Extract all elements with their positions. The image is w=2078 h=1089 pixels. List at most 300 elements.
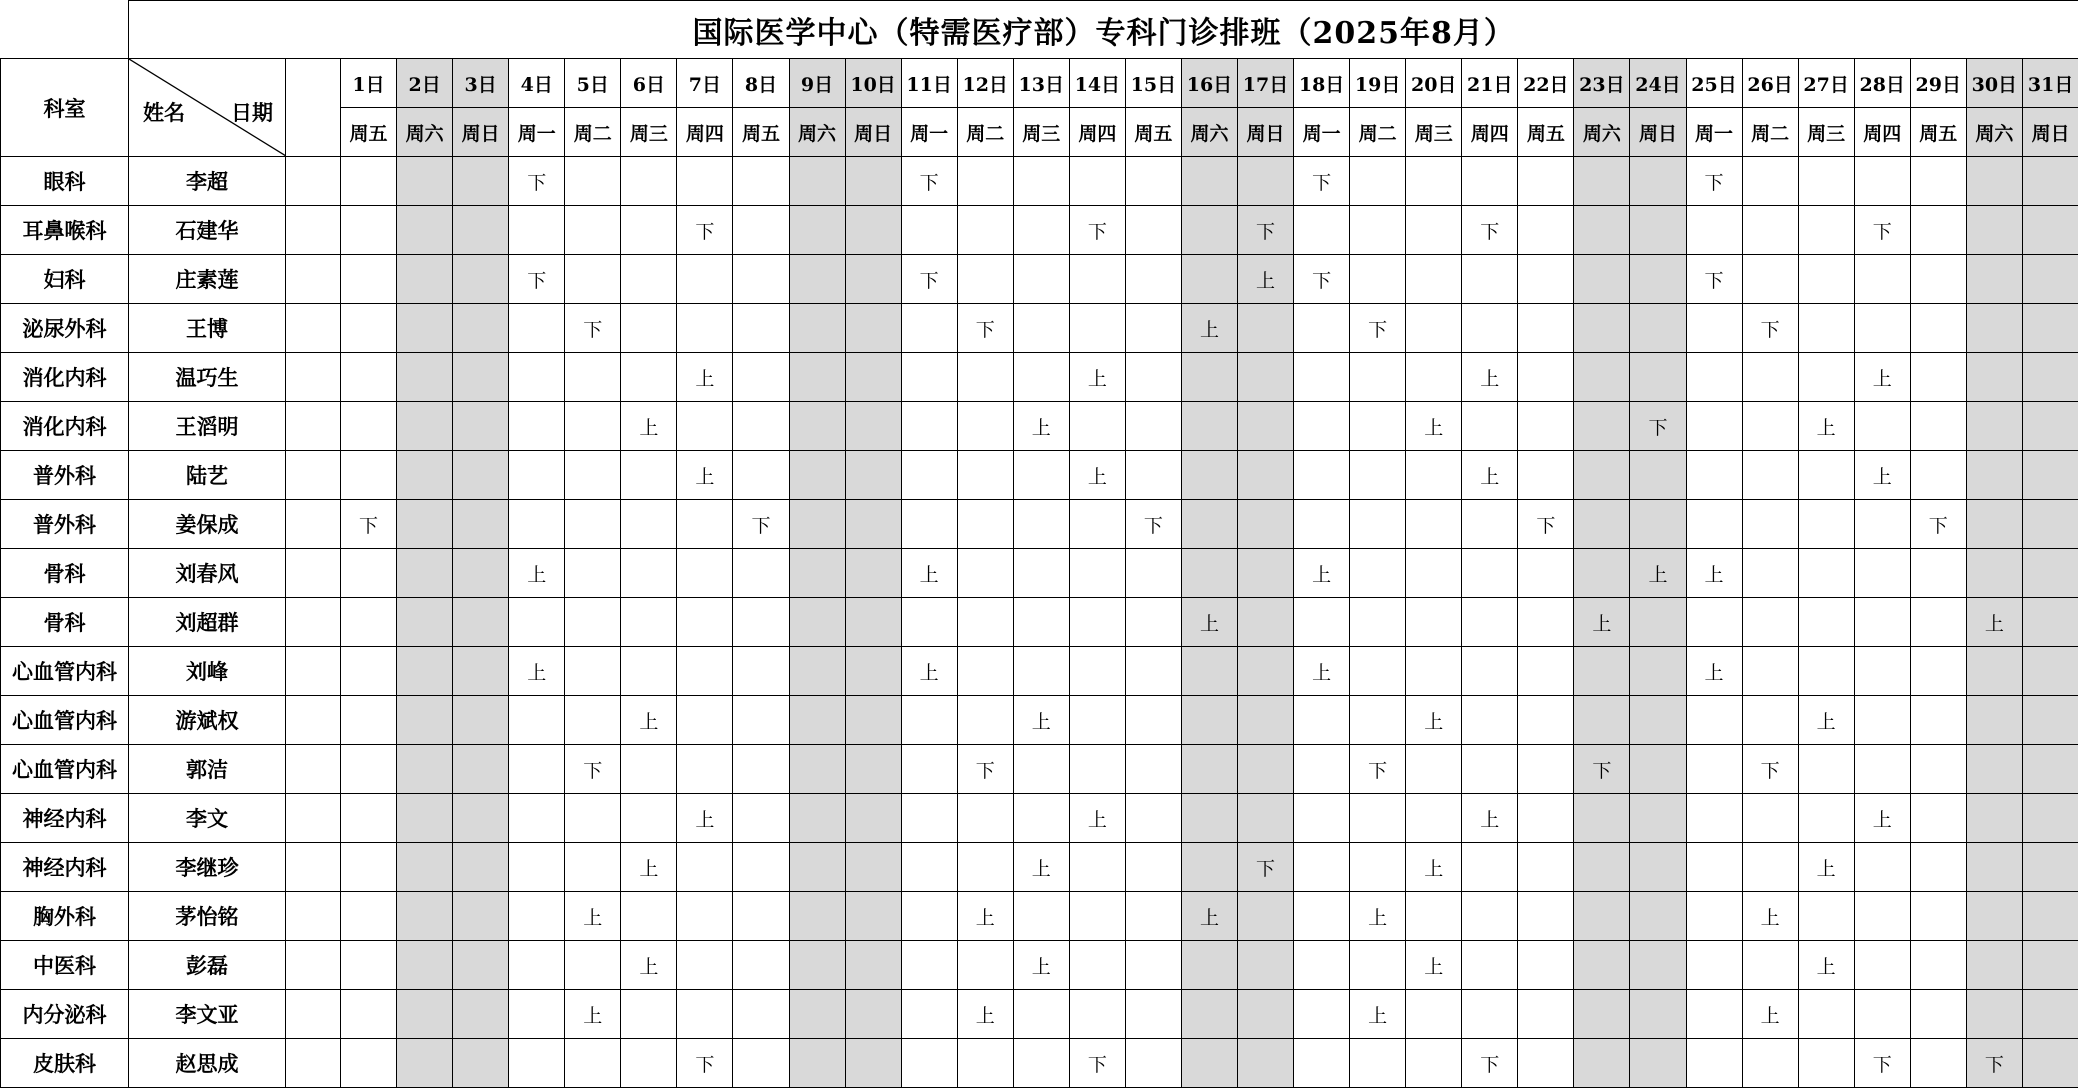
shift-cell xyxy=(2022,598,2078,647)
shift-cell xyxy=(1574,304,1630,353)
doctor-name-cell: 郭洁 xyxy=(129,745,286,794)
shift-cell xyxy=(397,598,453,647)
shift-cell xyxy=(1294,941,1350,990)
shift-cell xyxy=(957,843,1013,892)
blank-header-cell xyxy=(286,59,341,157)
shift-cell xyxy=(2022,941,2078,990)
shift-cell xyxy=(565,598,621,647)
shift-cell: 上 xyxy=(1013,402,1069,451)
date-header-cell: 17日 xyxy=(1238,59,1294,108)
shift-cell: 上 xyxy=(1069,451,1125,500)
shift-cell xyxy=(1854,598,1910,647)
date-header-cell: 2日 xyxy=(397,59,453,108)
shift-cell xyxy=(1686,1039,1742,1088)
shift-cell: 上 xyxy=(1013,843,1069,892)
shift-cell xyxy=(453,402,509,451)
doctor-name-cell: 李文 xyxy=(129,794,286,843)
shift-cell xyxy=(957,794,1013,843)
shift-cell xyxy=(1518,843,1574,892)
shift-cell xyxy=(1013,157,1069,206)
shift-cell xyxy=(1069,843,1125,892)
shift-cell xyxy=(1854,255,1910,304)
shift-cell xyxy=(509,206,565,255)
shift-cell xyxy=(341,353,397,402)
shift-cell xyxy=(1742,402,1798,451)
doctor-name-cell: 石建华 xyxy=(129,206,286,255)
shift-cell xyxy=(1406,549,1462,598)
dept-header: 科室 xyxy=(1,59,129,157)
shift-cell xyxy=(1742,647,1798,696)
doctor-name-cell: 刘超群 xyxy=(129,598,286,647)
shift-cell xyxy=(1462,990,1518,1039)
date-header-cell: 31日 xyxy=(2022,59,2078,108)
shift-cell: 上 xyxy=(1406,696,1462,745)
shift-cell xyxy=(789,696,845,745)
shift-cell xyxy=(733,598,789,647)
shift-cell xyxy=(565,255,621,304)
blank-cell xyxy=(286,598,341,647)
shift-cell xyxy=(565,1039,621,1088)
shift-cell xyxy=(1798,647,1854,696)
shift-cell xyxy=(1574,794,1630,843)
shift-cell xyxy=(1798,549,1854,598)
shift-cell xyxy=(1742,157,1798,206)
shift-cell xyxy=(1181,794,1237,843)
shift-cell: 下 xyxy=(677,1039,733,1088)
shift-cell xyxy=(1238,647,1294,696)
shift-cell xyxy=(397,402,453,451)
shift-cell: 上 xyxy=(1854,451,1910,500)
shift-cell xyxy=(1798,255,1854,304)
shift-cell xyxy=(1462,255,1518,304)
shift-cell xyxy=(341,647,397,696)
doctor-name-cell: 彭磊 xyxy=(129,941,286,990)
shift-cell xyxy=(957,1039,1013,1088)
shift-cell xyxy=(1854,402,1910,451)
blank-cell xyxy=(286,451,341,500)
shift-cell xyxy=(733,304,789,353)
shift-cell xyxy=(1518,549,1574,598)
shift-cell xyxy=(901,745,957,794)
shift-cell: 上 xyxy=(509,647,565,696)
shift-cell xyxy=(1518,402,1574,451)
shift-cell xyxy=(2022,647,2078,696)
shift-cell: 上 xyxy=(901,549,957,598)
weekday-header-cell: 周一 xyxy=(1686,108,1742,157)
shift-cell xyxy=(957,941,1013,990)
blank-cell xyxy=(286,549,341,598)
shift-cell xyxy=(1069,157,1125,206)
shift-cell xyxy=(1462,745,1518,794)
shift-cell xyxy=(2022,402,2078,451)
shift-cell xyxy=(621,1039,677,1088)
shift-cell xyxy=(1350,843,1406,892)
shift-cell: 上 xyxy=(565,892,621,941)
shift-cell xyxy=(509,745,565,794)
shift-cell xyxy=(845,353,901,402)
shift-cell xyxy=(1069,990,1125,1039)
shift-cell xyxy=(733,402,789,451)
shift-cell xyxy=(1910,990,1966,1039)
shift-cell: 下 xyxy=(1294,255,1350,304)
shift-cell xyxy=(509,402,565,451)
shift-cell xyxy=(1125,843,1181,892)
dept-cell: 骨科 xyxy=(1,598,129,647)
shift-cell xyxy=(565,157,621,206)
doctor-name-cell: 王博 xyxy=(129,304,286,353)
shift-cell xyxy=(621,353,677,402)
shift-cell xyxy=(789,402,845,451)
shift-cell xyxy=(621,157,677,206)
shift-cell xyxy=(1798,500,1854,549)
shift-cell xyxy=(397,304,453,353)
weekday-header-cell: 周三 xyxy=(1798,108,1854,157)
date-header: 日期 xyxy=(231,100,273,125)
weekday-header-cell: 周日 xyxy=(453,108,509,157)
shift-cell xyxy=(1013,500,1069,549)
shift-cell: 下 xyxy=(1462,206,1518,255)
shift-cell xyxy=(1462,549,1518,598)
schedule-row xyxy=(1,647,2078,696)
weekday-header-cell: 周三 xyxy=(1406,108,1462,157)
shift-cell xyxy=(341,696,397,745)
shift-cell xyxy=(453,1039,509,1088)
shift-cell xyxy=(901,696,957,745)
shift-cell xyxy=(1966,157,2022,206)
shift-cell xyxy=(397,157,453,206)
shift-cell xyxy=(1518,157,1574,206)
shift-cell xyxy=(1294,990,1350,1039)
shift-cell xyxy=(901,1039,957,1088)
shift-cell xyxy=(453,255,509,304)
shift-cell xyxy=(1350,647,1406,696)
shift-cell xyxy=(1238,941,1294,990)
weekday-header-cell: 周日 xyxy=(1238,108,1294,157)
shift-cell: 上 xyxy=(677,353,733,402)
shift-cell xyxy=(1742,696,1798,745)
shift-cell xyxy=(1294,402,1350,451)
shift-cell xyxy=(509,990,565,1039)
shift-cell xyxy=(2022,990,2078,1039)
dept-cell: 消化内科 xyxy=(1,353,129,402)
blank-cell xyxy=(286,206,341,255)
shift-cell xyxy=(453,206,509,255)
shift-cell: 下 xyxy=(901,255,957,304)
date-header-cell: 14日 xyxy=(1069,59,1125,108)
date-header-cell: 25日 xyxy=(1686,59,1742,108)
shift-cell xyxy=(957,402,1013,451)
name-header: 姓名 xyxy=(143,100,185,125)
date-header-cell: 12日 xyxy=(957,59,1013,108)
shift-cell xyxy=(1910,647,1966,696)
shift-cell xyxy=(341,402,397,451)
shift-cell xyxy=(1294,353,1350,402)
shift-cell: 上 xyxy=(1798,696,1854,745)
shift-cell xyxy=(1910,157,1966,206)
shift-cell xyxy=(397,549,453,598)
shift-cell xyxy=(1350,549,1406,598)
shift-cell xyxy=(565,549,621,598)
shift-cell xyxy=(1686,206,1742,255)
shift-cell xyxy=(1798,206,1854,255)
shift-cell xyxy=(509,598,565,647)
weekday-header-cell: 周六 xyxy=(789,108,845,157)
schedule-row xyxy=(1,843,2078,892)
blank-cell xyxy=(286,304,341,353)
shift-cell xyxy=(1686,353,1742,402)
shift-cell: 上 xyxy=(1462,451,1518,500)
doctor-name-cell: 刘峰 xyxy=(129,647,286,696)
shift-cell xyxy=(621,794,677,843)
shift-cell xyxy=(1574,892,1630,941)
shift-cell xyxy=(901,451,957,500)
shift-cell: 上 xyxy=(621,696,677,745)
shift-cell xyxy=(453,990,509,1039)
shift-cell xyxy=(1518,794,1574,843)
shift-cell xyxy=(341,941,397,990)
shift-cell xyxy=(453,892,509,941)
shift-cell xyxy=(1910,892,1966,941)
shift-cell xyxy=(1854,990,1910,1039)
shift-cell xyxy=(733,451,789,500)
shift-cell xyxy=(453,304,509,353)
shift-cell: 下 xyxy=(509,157,565,206)
shift-cell xyxy=(957,598,1013,647)
shift-cell xyxy=(565,402,621,451)
shift-cell xyxy=(901,206,957,255)
shift-cell xyxy=(341,255,397,304)
shift-cell xyxy=(453,500,509,549)
shift-cell xyxy=(1350,157,1406,206)
shift-cell xyxy=(509,500,565,549)
shift-cell xyxy=(1966,255,2022,304)
shift-cell xyxy=(845,402,901,451)
shift-cell xyxy=(1798,1039,1854,1088)
shift-cell xyxy=(621,598,677,647)
shift-cell xyxy=(1742,451,1798,500)
shift-cell xyxy=(2022,892,2078,941)
weekday-header-cell: 周一 xyxy=(901,108,957,157)
shift-cell xyxy=(845,549,901,598)
shift-cell xyxy=(1574,647,1630,696)
shift-cell xyxy=(1350,696,1406,745)
doctor-name-cell: 姜保成 xyxy=(129,500,286,549)
shift-cell xyxy=(1630,500,1686,549)
shift-cell xyxy=(1630,941,1686,990)
shift-cell xyxy=(1910,941,1966,990)
shift-cell: 上 xyxy=(1798,843,1854,892)
date-header-cell: 7日 xyxy=(677,59,733,108)
shift-cell xyxy=(1966,647,2022,696)
schedule-row xyxy=(1,794,2078,843)
shift-cell xyxy=(1013,647,1069,696)
shift-cell xyxy=(1742,500,1798,549)
shift-cell xyxy=(1125,598,1181,647)
date-header-cell: 8日 xyxy=(733,59,789,108)
shift-cell xyxy=(789,206,845,255)
shift-cell xyxy=(1798,598,1854,647)
shift-cell xyxy=(677,500,733,549)
shift-cell: 下 xyxy=(733,500,789,549)
schedule-row xyxy=(1,598,2078,647)
schedule-row xyxy=(1,402,2078,451)
shift-cell xyxy=(1910,402,1966,451)
shift-cell xyxy=(789,794,845,843)
schedule-row xyxy=(1,157,2078,206)
shift-cell xyxy=(509,892,565,941)
shift-cell xyxy=(733,353,789,402)
shift-cell xyxy=(1742,353,1798,402)
shift-cell xyxy=(1798,794,1854,843)
shift-cell xyxy=(957,353,1013,402)
shift-cell xyxy=(341,990,397,1039)
shift-cell xyxy=(1574,255,1630,304)
doctor-name-cell: 茅怡铭 xyxy=(129,892,286,941)
shift-cell: 下 xyxy=(565,304,621,353)
shift-cell xyxy=(789,598,845,647)
shift-cell xyxy=(509,1039,565,1088)
shift-cell xyxy=(1966,843,2022,892)
shift-cell xyxy=(1125,696,1181,745)
doctor-name-cell: 李继珍 xyxy=(129,843,286,892)
shift-cell xyxy=(789,549,845,598)
shift-cell xyxy=(957,500,1013,549)
shift-cell xyxy=(1966,206,2022,255)
shift-cell xyxy=(789,745,845,794)
shift-cell xyxy=(1686,696,1742,745)
shift-cell: 上 xyxy=(621,402,677,451)
shift-cell xyxy=(1518,892,1574,941)
shift-cell xyxy=(845,794,901,843)
shift-cell: 上 xyxy=(1406,941,1462,990)
shift-cell xyxy=(1462,402,1518,451)
shift-cell xyxy=(957,206,1013,255)
doctor-name-cell: 李超 xyxy=(129,157,286,206)
shift-cell xyxy=(845,990,901,1039)
shift-cell xyxy=(453,941,509,990)
shift-cell xyxy=(1125,941,1181,990)
shift-cell xyxy=(845,157,901,206)
shift-cell xyxy=(1406,794,1462,843)
shift-cell xyxy=(1518,598,1574,647)
shift-cell xyxy=(1125,745,1181,794)
shift-cell xyxy=(1350,353,1406,402)
shift-cell xyxy=(1013,304,1069,353)
shift-cell xyxy=(1069,892,1125,941)
shift-cell xyxy=(1518,696,1574,745)
doctor-name-cell: 陆艺 xyxy=(129,451,286,500)
shift-cell xyxy=(1798,304,1854,353)
date-header-cell: 22日 xyxy=(1518,59,1574,108)
shift-cell xyxy=(901,794,957,843)
shift-cell xyxy=(1910,353,1966,402)
shift-cell xyxy=(1854,549,1910,598)
date-header-cell: 3日 xyxy=(453,59,509,108)
shift-cell xyxy=(1350,794,1406,843)
shift-cell xyxy=(1013,598,1069,647)
shift-cell xyxy=(1238,549,1294,598)
shift-cell xyxy=(1574,451,1630,500)
shift-cell: 上 xyxy=(565,990,621,1039)
shift-cell xyxy=(1294,500,1350,549)
shift-cell xyxy=(1350,206,1406,255)
shift-cell xyxy=(901,402,957,451)
shift-cell xyxy=(789,255,845,304)
blank-cell xyxy=(286,696,341,745)
schedule-row xyxy=(1,549,2078,598)
shift-cell: 上 xyxy=(1854,794,1910,843)
shift-cell xyxy=(1294,206,1350,255)
shift-cell xyxy=(1686,304,1742,353)
schedule-row xyxy=(1,696,2078,745)
shift-cell xyxy=(1406,157,1462,206)
shift-cell xyxy=(1630,794,1686,843)
shift-cell xyxy=(397,843,453,892)
date-header-cell: 15日 xyxy=(1125,59,1181,108)
shift-cell xyxy=(1630,451,1686,500)
shift-cell xyxy=(1462,304,1518,353)
shift-cell xyxy=(1910,745,1966,794)
shift-cell xyxy=(1742,843,1798,892)
date-header-cell: 11日 xyxy=(901,59,957,108)
shift-cell xyxy=(1069,304,1125,353)
shift-cell xyxy=(1798,990,1854,1039)
shift-cell xyxy=(397,647,453,696)
shift-cell xyxy=(845,647,901,696)
shift-cell xyxy=(1686,892,1742,941)
blank-cell xyxy=(286,745,341,794)
shift-cell xyxy=(1238,451,1294,500)
shift-cell xyxy=(2022,500,2078,549)
shift-cell xyxy=(621,255,677,304)
sheet-title: 国际医学中心（特需医疗部）专科门诊排班（2025年8月） xyxy=(129,1,2078,59)
shift-cell: 下 xyxy=(1966,1039,2022,1088)
dept-cell: 泌尿外科 xyxy=(1,304,129,353)
shift-cell xyxy=(1742,206,1798,255)
shift-cell xyxy=(677,402,733,451)
shift-cell xyxy=(2022,255,2078,304)
shift-cell xyxy=(1966,990,2022,1039)
weekday-header-cell: 周日 xyxy=(845,108,901,157)
shift-cell xyxy=(733,647,789,696)
shift-cell xyxy=(565,696,621,745)
shift-cell xyxy=(1013,990,1069,1039)
shift-cell xyxy=(845,304,901,353)
shift-cell xyxy=(1181,353,1237,402)
shift-cell xyxy=(957,451,1013,500)
dept-cell: 心血管内科 xyxy=(1,647,129,696)
shift-cell xyxy=(1125,255,1181,304)
shift-cell xyxy=(789,647,845,696)
weekday-header-cell: 周二 xyxy=(565,108,621,157)
shift-cell: 上 xyxy=(1462,353,1518,402)
shift-cell xyxy=(733,843,789,892)
shift-cell: 下 xyxy=(1069,1039,1125,1088)
shift-cell xyxy=(1350,500,1406,549)
date-header-cell: 1日 xyxy=(341,59,397,108)
shift-cell xyxy=(397,206,453,255)
shift-cell xyxy=(733,255,789,304)
dept-cell: 内分泌科 xyxy=(1,990,129,1039)
shift-cell xyxy=(677,696,733,745)
shift-cell xyxy=(341,206,397,255)
shift-cell xyxy=(1069,745,1125,794)
shift-cell xyxy=(677,843,733,892)
shift-cell xyxy=(1350,1039,1406,1088)
shift-cell xyxy=(789,941,845,990)
shift-cell: 上 xyxy=(1350,990,1406,1039)
shift-cell: 上 xyxy=(1181,598,1237,647)
